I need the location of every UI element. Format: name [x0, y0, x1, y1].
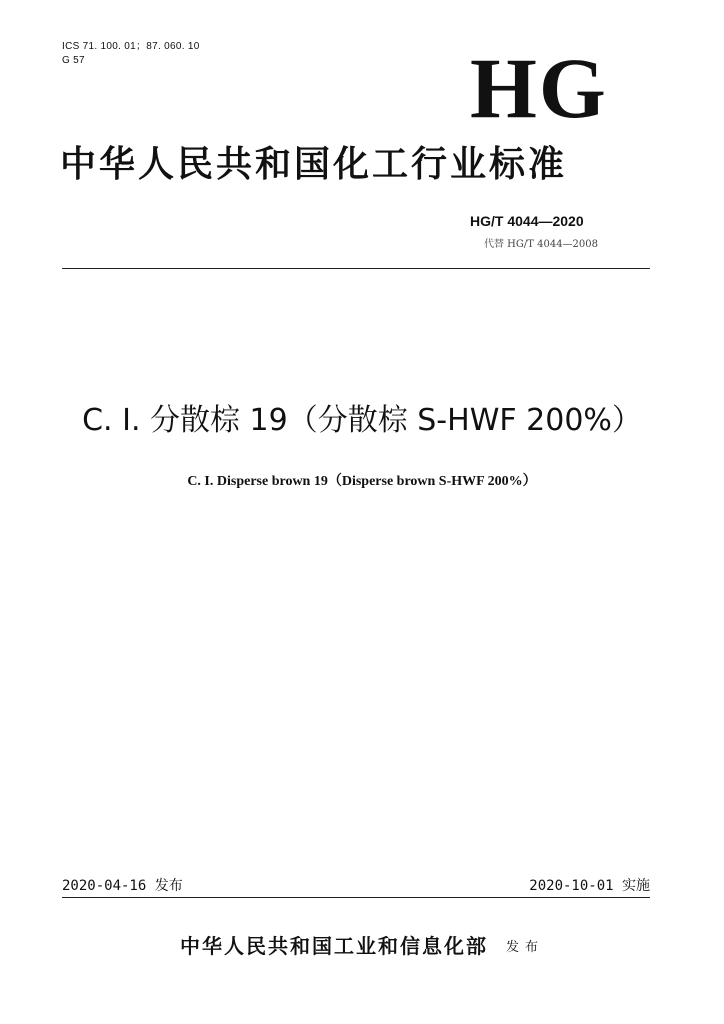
ics-code: ICS 71. 100. 01；87. 060. 10	[62, 41, 200, 52]
issue-date: 2020-04-16 发布	[62, 878, 183, 894]
hg-logo: HG	[470, 40, 608, 136]
top-divider	[62, 268, 650, 269]
replaces-standard: 代替 HG/T 4044—2008	[484, 239, 599, 250]
document-title-en: C. I. Disperse brown 19（Disperse brown S-HWF 200%）	[187, 474, 537, 489]
implementation-date: 2020-10-01 实施	[529, 878, 650, 894]
document-title-cn: C. I. 分散棕 19（分散棕 S-HWF 200%）	[82, 403, 642, 438]
ccs-code: G 57	[62, 55, 85, 66]
standard-number: HG/T 4044—2020	[470, 213, 584, 229]
issuer-action: 发布	[505, 940, 544, 955]
standard-category-title: 中华人民共和国化工行业标准	[60, 144, 568, 185]
classification-codes	[62, 40, 200, 68]
bottom-divider	[62, 897, 650, 898]
issuing-authority	[0, 930, 724, 959]
issuer-organization: 中华人民共和国工业和信息化部	[179, 934, 488, 958]
